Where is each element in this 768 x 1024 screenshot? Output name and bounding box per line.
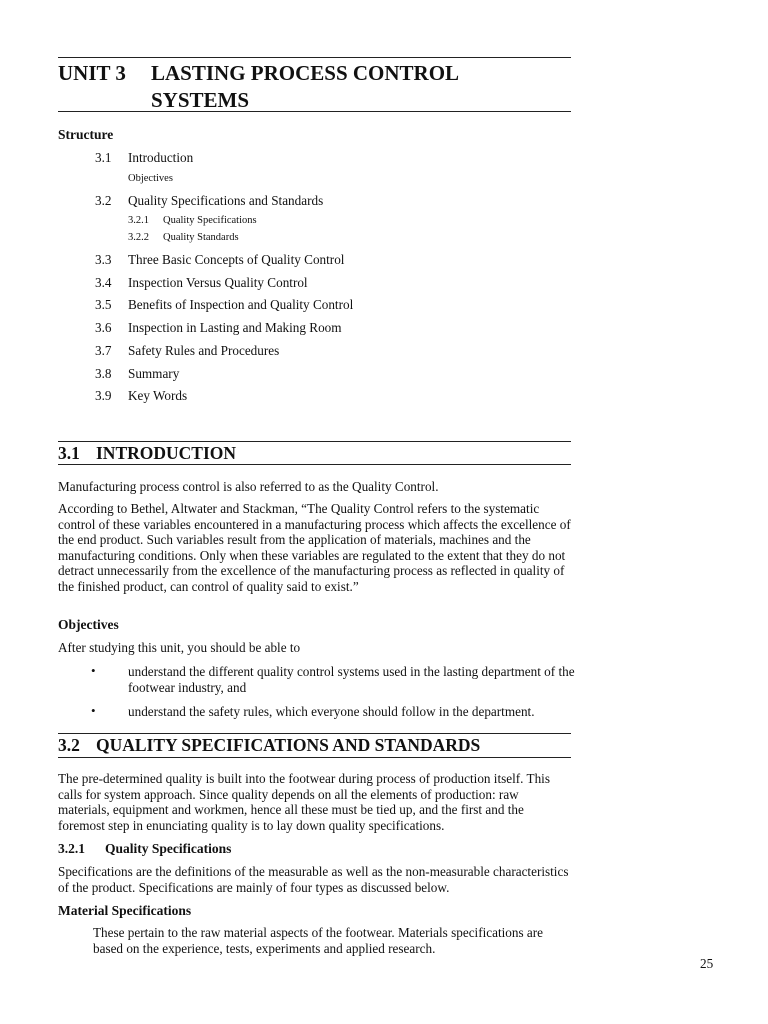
toc-item[interactable] (95, 320, 342, 336)
unit-title-line1: LASTING PROCESS CONTROL (151, 61, 460, 85)
toc-number: 3.7 (95, 343, 112, 358)
subsection-number: 3.2.1 (58, 841, 85, 856)
toc-number: 3.2.2 (128, 232, 149, 243)
specifications-paragraph: Specifications are the definitions of the measurable as well as the non-measurable characteristics of the product. Specifications are mainly of four types as discussed below. (58, 864, 569, 895)
bullet-icon: • (91, 703, 96, 718)
section-title: QUALITY SPECIFICATIONS AND STANDARDS (96, 735, 481, 755)
toc-subitem[interactable] (128, 215, 257, 226)
structure-heading: Structure (58, 127, 114, 142)
toc-label: Key Words (128, 388, 188, 403)
section-title: INTRODUCTION (96, 443, 237, 463)
toc-item[interactable] (95, 343, 279, 359)
subsection-heading-quality-specifications (58, 841, 231, 857)
toc-number: 3.4 (95, 275, 112, 290)
top-rule (58, 57, 571, 58)
objective-bullet: understand the different quality control systems used in the lasting department of the footwear industry, and (128, 664, 575, 695)
toc-subitem[interactable]: Objectives (128, 173, 173, 184)
toc-item[interactable] (95, 297, 353, 313)
material-specifications-heading: Material Specifications (58, 903, 192, 918)
section-number: 3.1 (58, 443, 80, 463)
section-heading-introduction (58, 443, 236, 464)
toc-number: 3.2.1 (128, 215, 149, 226)
intro-paragraph-1: Manufacturing process control is also referred to as the Quality Control. (58, 479, 439, 494)
toc-item[interactable] (95, 150, 193, 166)
toc-label: Inspection Versus Quality Control (128, 275, 308, 290)
toc-number: 3.1 (95, 150, 112, 165)
title-bottom-rule (58, 111, 571, 112)
toc-number: 3.5 (95, 297, 112, 312)
toc-label: Quality Standards (163, 232, 239, 243)
toc-number: 3.8 (95, 366, 112, 381)
toc-item[interactable] (95, 275, 308, 291)
quality-specs-paragraph: The pre-determined quality is built into the footwear during process of production itself. This calls for system approach. Since quality depends on all the elements of production: raw materials, equipment and workmen, hence all these must be tied up, and the first and the foremost step in enunciating quality is to lay down quality specifications. (58, 771, 550, 833)
toc-number: 3.2 (95, 193, 112, 208)
toc-label: Safety Rules and Procedures (128, 343, 280, 358)
section-number: 3.2 (58, 735, 80, 755)
toc-item[interactable] (95, 366, 179, 382)
bullet-icon: • (91, 663, 96, 678)
toc-number: 3.6 (95, 320, 112, 335)
intro-paragraph-2: According to Bethel, Altwater and Stackman, “The Quality Control refers to the systematic control of these variables encountered in a manufacturing process which affects the excellence of the end product. Such variables result from the application of materials, machines and the manufacturing conditions. Only when these variables are regulated to the extent that they do not detract unnecessarily from the excellence of the manufacturing process as reflected in quality of the finished product, can control of quality said to exist.” (58, 501, 571, 594)
section-rule-bottom (58, 757, 571, 758)
page-number: 25 (700, 956, 714, 971)
material-specifications-paragraph: These pertain to the raw material aspects of the footwear. Materials specifications are based on the experience, tests, experiments and applied research. (93, 925, 544, 956)
unit-number: UNIT 3 (58, 61, 126, 85)
toc-label: Quality Specifications and Standards (128, 193, 324, 208)
toc-number: 3.3 (95, 252, 112, 267)
unit-title-line2: SYSTEMS (151, 88, 250, 112)
toc-item[interactable] (95, 252, 344, 268)
toc-label: Quality Specifications (163, 215, 257, 226)
toc-label: Introduction (128, 150, 194, 165)
section-rule-bottom (58, 464, 571, 465)
toc-subitem[interactable] (128, 232, 239, 243)
objectives-intro: After studying this unit, you should be able to (58, 640, 301, 655)
section-rule-top (58, 733, 571, 734)
objectives-heading: Objectives (58, 617, 119, 632)
section-heading-quality-specs (58, 735, 480, 756)
toc-label: Summary (128, 366, 180, 381)
objective-bullet: understand the safety rules, which everyone should follow in the department. (128, 704, 535, 719)
subsection-title: Quality Specifications (105, 841, 232, 856)
toc-label: Three Basic Concepts of Quality Control (128, 252, 345, 267)
toc-label: Inspection in Lasting and Making Room (128, 320, 342, 335)
section-rule-top (58, 441, 571, 442)
toc-item[interactable] (95, 388, 187, 404)
toc-label: Benefits of Inspection and Quality Control (128, 297, 354, 312)
toc-item[interactable] (95, 193, 323, 209)
toc-number: 3.9 (95, 388, 112, 403)
